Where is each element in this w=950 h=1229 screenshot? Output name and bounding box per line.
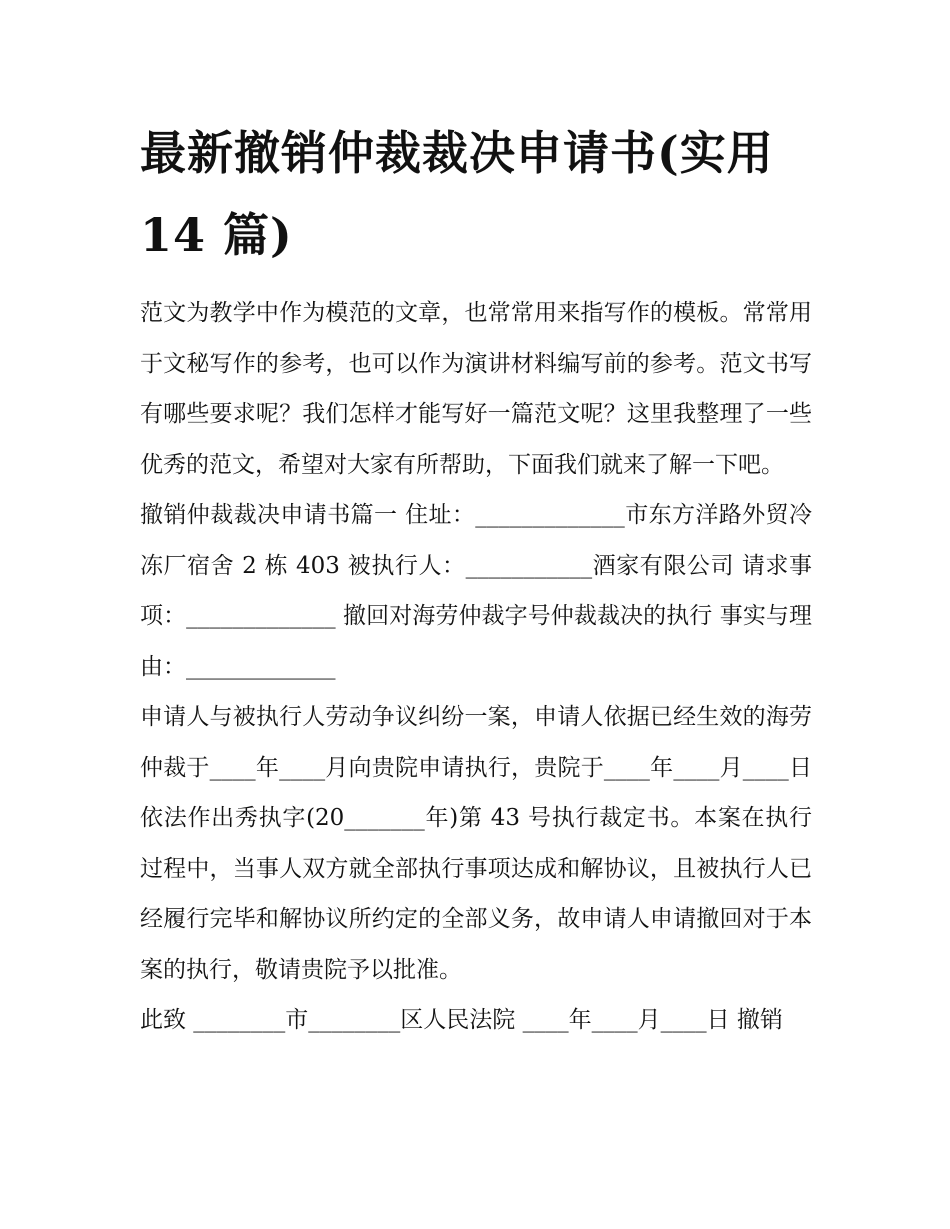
application-header-paragraph: 撤销仲裁裁决申请书篇一 住址：_____________市东方洋路外贸冷冻厂宿舍 2 栋 403 被执行人：___________酒家有限公司 请求事项：_____________ 撤回对海劳仲裁字号仲裁裁决的执行 事实与理由：_____________ [140,502,812,680]
closing-paragraph: 此致 ________市________区人民法院 ____年____月____日 撤销 [140,1007,783,1033]
facts-paragraph: 申请人与被执行人劳动争议纠纷一案，申请人依据已经生效的海劳仲裁于____年____月向贵院申请执行，贵院于____年____月____日依法作出秀执字(20_______年)第 43 号执行裁定书。本案在执行过程中，当事人双方就全部执行事项达成和解协议，且被执行人已经履行完毕和解协议所约定的全部义务，故申请人申请撤回对于本案的执行，敬请贵院予以批准。 [140,704,812,983]
intro-paragraph: 范文为教学中作为模范的文章，也常常用来指写作的模板。常常用于文秘写作的参考，也可以作为演讲材料编写前的参考。范文书写有哪些要求呢？我们怎样才能写好一篇范文呢？这里我整理了一些优秀的范文，希望对大家有所帮助，下面我们就来了解一下吧。 [140,300,812,478]
document-title: 最新撤销仲裁裁决申请书(实用 14 篇) [140,126,774,262]
document-page [140,112,812,1046]
